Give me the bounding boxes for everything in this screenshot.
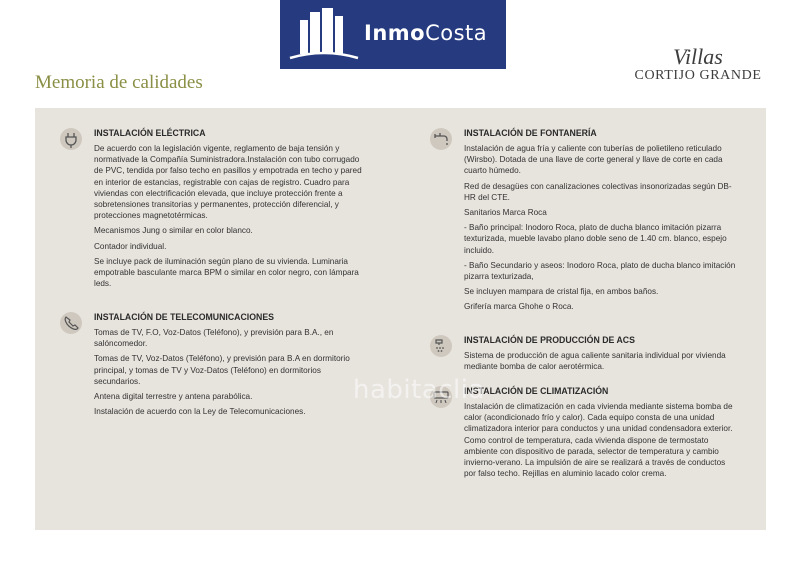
paragraph: - Baño Secundario y aseos: Inodoro Roca, plato de ducha blanco imitación pizarra texturizada, <box>464 260 736 282</box>
paragraph: Instalación de climatización en cada vivienda mediante sistema bomba de calor (acondicionado frío y calor). Cada equipo consta de una unidad climatizadora interior para conductos y una unidad condensadora exterior. Como control de temperatura, cada vivienda dispone de termostato ambiente con dispositivo de parada, selector de temperatura y cambio invierno-verano. La impulsión de aire se realizará a través de conductos por falso techo. Rejillas en aluminio lacado color crema. <box>464 402 733 479</box>
section-title: INSTALACIÓN DE PRODUCCIÓN DE ACS <box>464 335 635 346</box>
brand-script: Villas <box>673 44 723 69</box>
buildings-icon <box>286 4 362 64</box>
plug-icon <box>60 128 82 150</box>
paragraph: Antena digital terrestre y antena parabólica. <box>94 392 253 402</box>
section-title: INSTALACIÓN DE TELECOMUNICACIONES <box>94 312 274 323</box>
paragraph: Grifería marca Ghohe o Roca. <box>464 302 574 312</box>
habitaclia-watermark: habitaclia <box>353 375 485 405</box>
paragraph: De acuerdo con la legislación vigente, reglamento de baja tensión y normativade la Compañía Suministradora.Instalación con tubo corrugado de PVC, tendida por falso techo en pasillos y empotrada en techo y pared en interior de estancias, registrable con cajas de registro. Cuadro para viviendas con electrificación elevada, que incluye protección frente a sobretensiones transitorias y permanentes, protección diferencial, y protecciones magnetotérmicas. <box>94 144 362 221</box>
brand-main: CORTIJO GRANDE <box>634 68 762 83</box>
paragraph: Contador individual. <box>94 241 167 251</box>
paragraph: Instalación de agua fría y caliente con tuberías de polietileno reticulado (Wirsbo). Dotada de una llave de corte general y llave de corte en cada cuarto húmedo. <box>464 144 723 176</box>
logo-word-1: Inmo <box>364 21 426 45</box>
paragraph: Se incluyen mampara de cristal fija, en ambos baños. <box>464 287 659 297</box>
faucet-icon <box>430 128 452 150</box>
section-title: INSTALACIÓN DE FONTANERÍA <box>464 128 597 139</box>
section-acs-body <box>464 335 736 376</box>
section-electrica-body <box>94 128 369 293</box>
paragraph: Se incluye pack de iluminación según plano de su vivienda. Luminaria empotrable basculante marca BPM o similar en color negro, con lámpara leds. <box>94 256 359 289</box>
paragraph: - Baño principal: Inodoro Roca, plato de ducha blanco imitación pizarra texturizada, mueble lavabo plano doble seno de 1.40 cm. blanco, espejo incluido. <box>464 223 727 255</box>
section-telecom-body <box>94 312 369 421</box>
phone-icon <box>60 312 82 334</box>
paragraph: Instalación de acuerdo con la Ley de Telecomunicaciones. <box>94 407 306 417</box>
section-fontaneria-body <box>464 128 736 317</box>
paragraph: Tomas de TV, Voz-Datos (Teléfono), y previsión para B.A en dormitorio principal, y tomas de TV y Voz-Datos (Teléfono) en dormitorios secundarios. <box>94 354 350 386</box>
logo-word-2: Costa <box>425 21 488 45</box>
paragraph: Red de desagües con canalizaciones colectivas insonorizadas según DB-HR del CTE. <box>464 181 732 202</box>
inmocosta-logo <box>280 0 506 69</box>
section-clima-body <box>464 386 736 483</box>
paragraph: Sistema de producción de agua caliente sanitaria individual por vivienda mediante bomba de calor aerotérmica. <box>464 351 726 372</box>
section-title: INSTALACIÓN DE CLIMATIZACIÓN <box>464 386 609 397</box>
page-title: Memoria de calidades <box>35 72 203 93</box>
brand-logo <box>628 46 768 84</box>
paragraph: Sanitarios Marca Roca <box>464 208 547 218</box>
logo-wordmark <box>364 21 487 45</box>
content-panel <box>35 108 766 530</box>
paragraph: Mecanismos Jung o similar en color blanco. <box>94 226 253 236</box>
shower-icon <box>430 335 452 357</box>
paragraph: Tomas de TV, F.O, Voz-Datos (Teléfono), y previsión para B.A., en salóncomedor. <box>94 328 334 349</box>
section-title: INSTALACIÓN ELÉCTRICA <box>94 128 206 139</box>
